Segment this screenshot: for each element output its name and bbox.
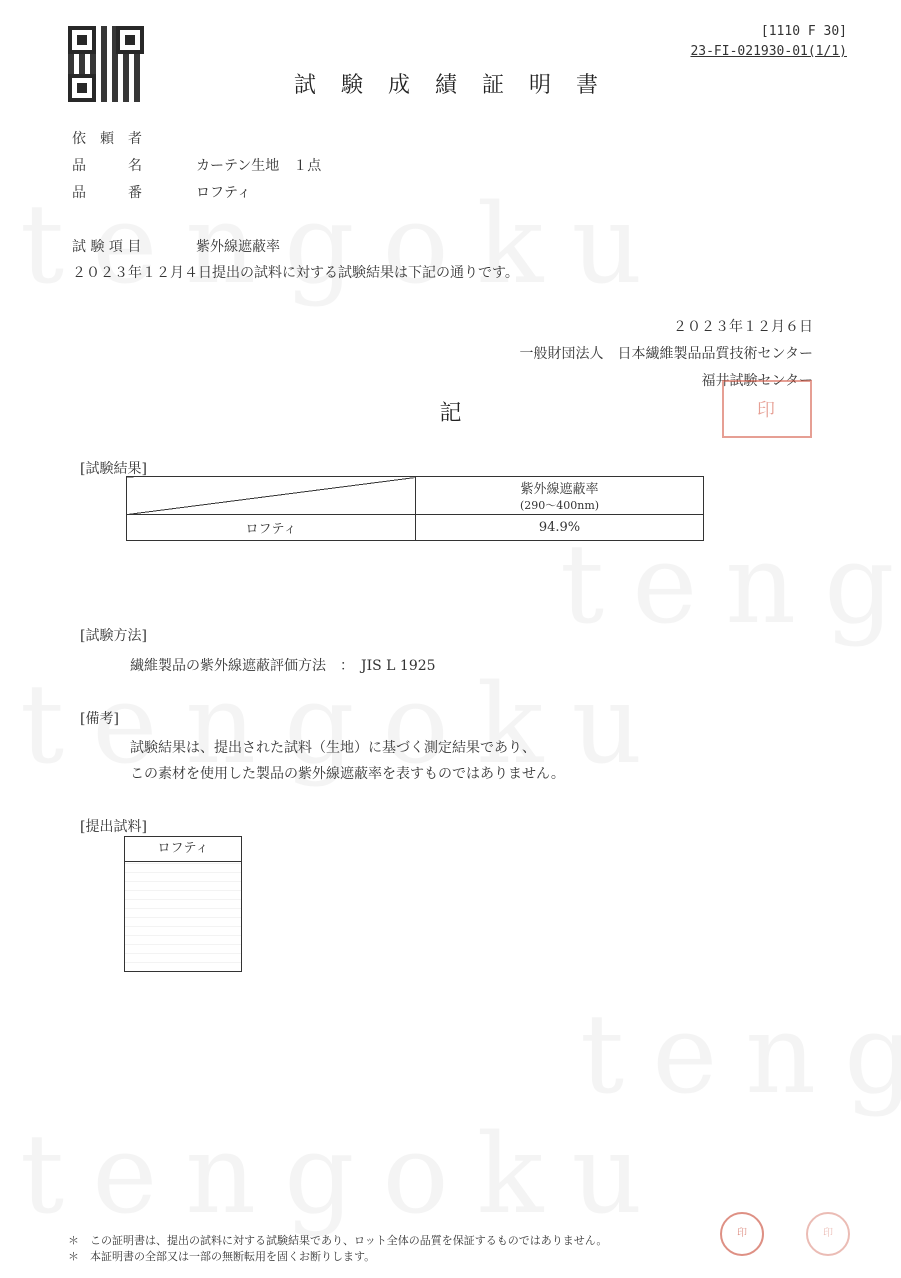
table-column-header	[416, 477, 704, 515]
ki-heading: 記	[439, 401, 462, 426]
table-row	[127, 515, 704, 541]
method-section-label: [試験方法]	[80, 628, 147, 644]
watermark	[580, 990, 901, 1118]
item-name-value: カーテン生地 １点	[196, 158, 322, 174]
approver-seal-icon: 印	[806, 1212, 850, 1256]
notes-line-2: この素材を使用した製品の紫外線遮蔽率を表すものではありません。	[130, 766, 565, 782]
sample-section-label: [提出試料]	[80, 819, 147, 835]
item-number-label: 品 番	[72, 185, 142, 201]
issuer-organization: 一般財団法人 日本繊維製品品質技術センター	[519, 346, 813, 362]
footer-note-2: ＊ 本証明書の全部又は一部の無断転用を固くお断りします。	[68, 1250, 376, 1263]
method-text: 繊維製品の紫外線遮蔽評価方法 ： JIS L 1925	[130, 658, 436, 674]
table-corner-cell	[127, 477, 416, 515]
intro-text: ２０２３年１２月４日提出の試料に対する試験結果は下記の通りです。	[72, 265, 519, 281]
test-item-label: 試 験 項 目	[72, 239, 142, 255]
fabric-swatch	[125, 862, 241, 971]
item-name-label: 品 名	[72, 158, 142, 174]
watermark	[20, 1110, 670, 1238]
page-title: 試 験 成 績 証 明 書	[294, 73, 607, 98]
requester-label: 依 頼 者	[72, 131, 142, 147]
sample-swatch	[124, 836, 242, 972]
results-table	[126, 476, 704, 541]
notes-line-1: 試験結果は、提出された試料（生地）に基づく測定結果であり、	[130, 740, 536, 756]
sample-label: ロフティ	[125, 837, 241, 862]
official-seal-icon: 印	[722, 380, 812, 438]
item-number-value: ロフティ	[196, 185, 251, 201]
results-section-label: [試験結果]	[80, 461, 147, 477]
row-value-cell: 94.9%	[416, 515, 704, 541]
certificate-number: 23-FI-021930-01(1/1)	[690, 44, 847, 59]
footer-note-1: ＊ この証明書は、提出の試料に対する試験結果であり、ロット全体の品質を保証するものではありません。	[68, 1234, 608, 1247]
test-item-value: 紫外線遮蔽率	[196, 239, 280, 255]
issue-date: ２０２３年１２月６日	[673, 319, 813, 335]
inspector-seal-icon: 印	[720, 1212, 764, 1256]
column-header-line2: (290〜400nm)	[519, 499, 600, 512]
row-label-cell: ロフティ	[127, 515, 416, 541]
notes-section-label: [備考]	[80, 711, 119, 727]
issuer-branch: 福井試験センター	[701, 373, 813, 389]
column-header-line1: 紫外線遮蔽率	[520, 482, 599, 497]
ref-code: [1110 F 30]	[760, 24, 847, 39]
